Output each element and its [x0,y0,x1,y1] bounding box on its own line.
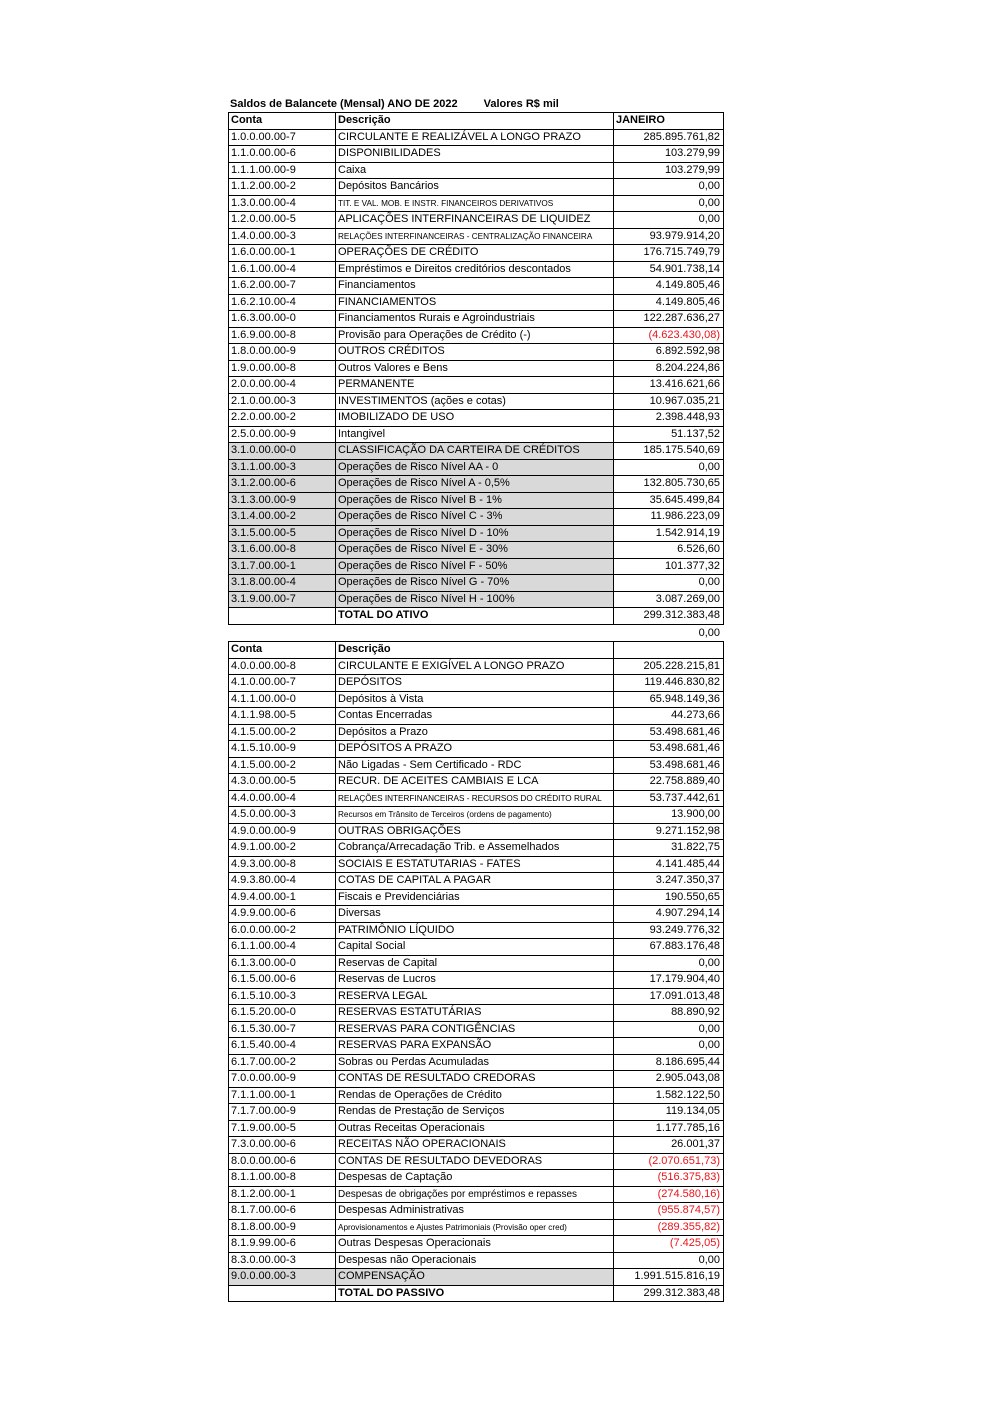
account-code: 3.1.5.00.00-5 [229,525,336,542]
account-code: 3.1.3.00.00-9 [229,492,336,509]
table-row [229,261,724,278]
table-row [229,741,724,758]
account-code: 1.6.0.00.00-1 [229,245,336,262]
account-description: IMOBILIZADO DE USO [336,410,614,427]
account-code: 1.9.0.00.00-8 [229,360,336,377]
account-value: 119.134,05 [614,1104,724,1121]
header-conta: Conta [229,113,336,130]
account-code: 6.1.5.40.00-4 [229,1038,336,1055]
table-row [229,1269,724,1286]
passivo-table [228,641,724,1302]
table-row [229,691,724,708]
account-code: 4.0.0.00.00-8 [229,658,336,675]
account-value: 0,00 [614,1038,724,1055]
account-code: 2.5.0.00.00-9 [229,426,336,443]
account-code: 8.1.2.00.00-1 [229,1186,336,1203]
account-description: CLASSIFICAÇÃO DA CARTEIRA DE CRÉDITOS [336,443,614,460]
account-value: 190.550,65 [614,889,724,906]
table-row [229,1021,724,1038]
account-description: Cobrança/Arrecadação Trib. e Assemelhados [336,840,614,857]
account-value: 0,00 [614,1021,724,1038]
ativo-total-label: TOTAL DO ATIVO [336,608,614,625]
account-description: Operações de Risco Nível H - 100% [336,591,614,608]
account-code: 1.3.0.00.00-4 [229,195,336,212]
account-value: 54.901.738,14 [614,261,724,278]
account-value: 176.715.749,79 [614,245,724,262]
table-row [229,757,724,774]
table-row [229,591,724,608]
table-row [229,1038,724,1055]
table-row [229,1203,724,1220]
account-code: 3.1.1.00.00-3 [229,459,336,476]
account-code: 6.1.7.00.00-2 [229,1054,336,1071]
account-description: DEPÓSITOS [336,675,614,692]
account-description: Rendas de Prestação de Serviços [336,1104,614,1121]
table-row [229,509,724,526]
table-row [229,129,724,146]
account-code: 1.2.0.00.00-5 [229,212,336,229]
account-value: 26.001,37 [614,1137,724,1154]
table-row [229,443,724,460]
account-value: 0,00 [614,955,724,972]
account-code: 3.1.6.00.00-8 [229,542,336,559]
table-row [229,988,724,1005]
account-code: 2.0.0.00.00-4 [229,377,336,394]
account-code: 4.9.4.00.00-1 [229,889,336,906]
table-row [229,1137,724,1154]
table-row [229,146,724,163]
account-description: DEPÓSITOS A PRAZO [336,741,614,758]
account-description: Recursos em Trânsito de Terceiros (ordens de pagamento) [336,807,614,824]
account-description: Outras Despesas Operacionais [336,1236,614,1253]
account-description: RESERVAS ESTATUTÁRIAS [336,1005,614,1022]
account-code: 1.8.0.00.00-9 [229,344,336,361]
table-row [229,476,724,493]
account-value: 35.645.499,84 [614,492,724,509]
account-description: FINANCIAMENTOS [336,294,614,311]
passivo-total-conta [229,1285,336,1302]
header-descricao: Descrição [336,113,614,130]
account-description: DISPONIBILIDADES [336,146,614,163]
account-description: OUTROS CRÉDITOS [336,344,614,361]
account-code: 1.6.2.10.00-4 [229,294,336,311]
account-code: 4.1.1.98.00-5 [229,708,336,725]
account-value: 101.377,32 [614,558,724,575]
table-row [229,162,724,179]
account-description: Provisão para Operações de Crédito (-) [336,327,614,344]
ativo-total-conta [229,608,336,625]
account-description: Operações de Risco Nível D - 10% [336,525,614,542]
account-value: 103.279,99 [614,146,724,163]
table-row [229,311,724,328]
table-row [229,922,724,939]
account-description: Capital Social [336,939,614,956]
table-row [229,245,724,262]
account-code: 2.1.0.00.00-3 [229,393,336,410]
account-value: 93.249.776,32 [614,922,724,939]
table-row [229,1153,724,1170]
account-code: 4.9.3.80.00-4 [229,873,336,890]
balancete-sheet [228,96,723,1302]
account-value: 9.271.152,98 [614,823,724,840]
table-row [229,492,724,509]
account-description: RESERVAS PARA EXPANSÃO [336,1038,614,1055]
account-description: Despesas Administrativas [336,1203,614,1220]
account-code: 1.4.0.00.00-3 [229,228,336,245]
table-row [229,708,724,725]
table-row [229,459,724,476]
account-description: Despesas de obrigações por empréstimos e repasses [336,1186,614,1203]
table-row [229,360,724,377]
table-row [229,426,724,443]
table-row [229,840,724,857]
account-code: 4.3.0.00.00-5 [229,774,336,791]
account-code: 4.1.0.00.00-7 [229,675,336,692]
table-row [229,790,724,807]
account-code: 4.9.0.00.00-9 [229,823,336,840]
account-description: Depósitos à Vista [336,691,614,708]
header-janeiro: JANEIRO [614,113,724,130]
account-code: 1.6.2.00.00-7 [229,278,336,295]
account-value: 6.892.592,98 [614,344,724,361]
table-row [229,542,724,559]
header-valor [614,642,724,659]
account-code: 9.0.0.00.00-3 [229,1269,336,1286]
account-value: (516.375,83) [614,1170,724,1187]
header-descricao: Descrição [336,642,614,659]
account-description: COMPENSAÇÃO [336,1269,614,1286]
account-description: PATRIMÔNIO LÍQUIDO [336,922,614,939]
account-value: 88.890,92 [614,1005,724,1022]
account-value: 122.287.636,27 [614,311,724,328]
account-code: 7.0.0.00.00-9 [229,1071,336,1088]
account-description: INVESTIMENTOS (ações e cotas) [336,393,614,410]
account-code: 6.1.1.00.00-4 [229,939,336,956]
table-row [229,856,724,873]
table-row [229,1170,724,1187]
account-value: (2.070.651,73) [614,1153,724,1170]
account-code: 4.1.5.00.00-2 [229,724,336,741]
table-row [229,939,724,956]
account-code: 6.1.5.20.00-0 [229,1005,336,1022]
account-description: Rendas de Operações de Crédito [336,1087,614,1104]
account-description: Diversas [336,906,614,923]
account-code: 6.1.3.00.00-0 [229,955,336,972]
table-row [229,1087,724,1104]
account-value: 119.446.830,82 [614,675,724,692]
table-row [229,1071,724,1088]
account-value: 3.087.269,00 [614,591,724,608]
table-row [229,278,724,295]
account-description: RESERVAS PARA CONTIGÊNCIAS [336,1021,614,1038]
table-row [229,212,724,229]
table-row [229,906,724,923]
table-row [229,558,724,575]
account-value: 1.582.122,50 [614,1087,724,1104]
report-title [228,96,723,112]
table-row [229,327,724,344]
account-code: 3.1.7.00.00-1 [229,558,336,575]
account-value: 13.900,00 [614,807,724,824]
account-code: 4.1.5.10.00-9 [229,741,336,758]
table-row [229,1219,724,1236]
account-description: RESERVA LEGAL [336,988,614,1005]
account-code: 4.9.1.00.00-2 [229,840,336,857]
account-code: 3.1.9.00.00-7 [229,591,336,608]
account-description: Caixa [336,162,614,179]
account-description: Operações de Risco Nível AA - 0 [336,459,614,476]
account-code: 7.1.9.00.00-5 [229,1120,336,1137]
account-description: Operações de Risco Nível A - 0,5% [336,476,614,493]
header-conta: Conta [229,642,336,659]
account-value: 8.204.224,86 [614,360,724,377]
account-description: Sobras ou Perdas Acumuladas [336,1054,614,1071]
account-value: 4.141.485,44 [614,856,724,873]
table-row [229,410,724,427]
account-description: CONTAS DE RESULTADO DEVEDORAS [336,1153,614,1170]
account-value: 132.805.730,65 [614,476,724,493]
account-value: 2.905.043,08 [614,1071,724,1088]
account-value: 0,00 [614,179,724,196]
table-row [229,1054,724,1071]
account-value: 3.247.350,37 [614,873,724,890]
account-description: Empréstimos e Direitos creditórios descontados [336,261,614,278]
account-description: Depósitos a Prazo [336,724,614,741]
account-value: (7.425,05) [614,1236,724,1253]
ativo-passivo-difference: 0,00 [698,626,720,639]
account-value: (274.580,16) [614,1186,724,1203]
account-value: 65.948.149,36 [614,691,724,708]
account-code: 6.1.5.30.00-7 [229,1021,336,1038]
account-description: Outras Receitas Operacionais [336,1120,614,1137]
account-value: 8.186.695,44 [614,1054,724,1071]
account-description: Fiscais e Previdenciárias [336,889,614,906]
account-description: PERMANENTE [336,377,614,394]
table-row [229,889,724,906]
table-row [229,377,724,394]
account-code: 3.1.0.00.00-0 [229,443,336,460]
account-value: 53.498.681,46 [614,741,724,758]
account-value: 1.991.515.816,19 [614,1269,724,1286]
account-code: 1.6.9.00.00-8 [229,327,336,344]
table-row [229,179,724,196]
account-value: 1.177.785,16 [614,1120,724,1137]
table-row [229,675,724,692]
account-description: Reservas de Lucros [336,972,614,989]
account-value: 0,00 [614,212,724,229]
account-code: 2.2.0.00.00-2 [229,410,336,427]
account-value: 0,00 [614,195,724,212]
account-code: 4.5.0.00.00-3 [229,807,336,824]
account-description: Aprovisionamentos e Ajustes Patrimoniais (Provisão oper cred) [336,1219,614,1236]
account-code: 4.9.3.00.00-8 [229,856,336,873]
account-value: 4.149.805,46 [614,278,724,295]
account-value: 67.883.176,48 [614,939,724,956]
account-code: 1.1.1.00.00-9 [229,162,336,179]
account-value: 4.907.294,14 [614,906,724,923]
account-value: 31.822,75 [614,840,724,857]
account-code: 6.1.5.10.00-3 [229,988,336,1005]
account-code: 8.1.8.00.00-9 [229,1219,336,1236]
account-value: 0,00 [614,575,724,592]
account-description: CONTAS DE RESULTADO CREDORAS [336,1071,614,1088]
account-code: 3.1.8.00.00-4 [229,575,336,592]
table-row [229,873,724,890]
account-description: COTAS DE CAPITAL A PAGAR [336,873,614,890]
passivo-header-row [229,642,724,659]
ativo-table [228,112,724,625]
account-value: 0,00 [614,1252,724,1269]
account-description: Financiamentos Rurais e Agroindustriais [336,311,614,328]
account-value: 53.737.442,61 [614,790,724,807]
account-value: 0,00 [614,459,724,476]
table-row [229,1252,724,1269]
account-code: 8.1.9.99.00-6 [229,1236,336,1253]
account-code: 7.1.7.00.00-9 [229,1104,336,1121]
account-value: 53.498.681,46 [614,724,724,741]
account-value: 103.279,99 [614,162,724,179]
account-description: Operações de Risco Nível B - 1% [336,492,614,509]
account-code: 6.0.0.00.00-2 [229,922,336,939]
account-description: Despesas não Operacionais [336,1252,614,1269]
table-row [229,525,724,542]
account-code: 8.1.7.00.00-6 [229,1203,336,1220]
table-row [229,774,724,791]
account-description: TIT. E VAL. MOB. E INSTR. FINANCEIROS DERIVATIVOS [336,195,614,212]
account-description: RELAÇÕES INTERFINANCEIRAS - CENTRALIZAÇÃO FINANCEIRA [336,228,614,245]
account-description: Depósitos Bancários [336,179,614,196]
table-row [229,344,724,361]
account-code: 3.1.4.00.00-2 [229,509,336,526]
account-description: OUTRAS OBRIGAÇÕES [336,823,614,840]
account-description: SOCIAIS E ESTATUTARIAS - FATES [336,856,614,873]
account-value: (289.355,82) [614,1219,724,1236]
table-row [229,575,724,592]
passivo-total-row [229,1285,724,1302]
table-row [229,807,724,824]
ativo-total-value: 299.312.383,48 [614,608,724,625]
account-value: (4.623.430,08) [614,327,724,344]
account-description: Não Ligadas - Sem Certificado - RDC [336,757,614,774]
account-description: APLICAÇÕES INTERFINANCEIRAS DE LIQUIDEZ [336,212,614,229]
table-row [229,1005,724,1022]
account-code: 1.1.2.00.00-2 [229,179,336,196]
account-value: 51.137,52 [614,426,724,443]
account-value: 205.228.215,81 [614,658,724,675]
account-value: 17.179.904,40 [614,972,724,989]
account-value: 44.273,66 [614,708,724,725]
account-code: 7.1.1.00.00-1 [229,1087,336,1104]
account-description: CIRCULANTE E EXIGÍVEL A LONGO PRAZO [336,658,614,675]
report-title-units: Valores R$ mil [483,98,559,110]
account-description: OPERAÇÕES DE CRÉDITO [336,245,614,262]
account-description: RELAÇÕES INTERFINANCEIRAS - RECURSOS DO CRÉDITO RURAL [336,790,614,807]
account-code: 1.0.0.00.00-7 [229,129,336,146]
table-row [229,1236,724,1253]
account-value: 11.986.223,09 [614,509,724,526]
account-description: Reservas de Capital [336,955,614,972]
account-code: 8.0.0.00.00-6 [229,1153,336,1170]
account-code: 6.1.5.00.00-6 [229,972,336,989]
account-code: 1.1.0.00.00-6 [229,146,336,163]
account-description: Operações de Risco Nível C - 3% [336,509,614,526]
ativo-header-row [229,113,724,130]
account-value: 53.498.681,46 [614,757,724,774]
account-value: 285.895.761,82 [614,129,724,146]
table-row [229,955,724,972]
account-value: 6.526,60 [614,542,724,559]
table-row [229,393,724,410]
account-code: 1.6.1.00.00-4 [229,261,336,278]
report-title-left: Saldos de Balancete (Mensal) ANO DE 2022 [230,98,458,110]
account-description: Operações de Risco Nível F - 50% [336,558,614,575]
account-code: 4.1.5.00.00-2 [229,757,336,774]
table-row [229,658,724,675]
account-value: 2.398.448,93 [614,410,724,427]
account-code: 8.3.0.00.00-3 [229,1252,336,1269]
account-description: Contas Encerradas [336,708,614,725]
account-description: RECEITAS NÃO OPERACIONAIS [336,1137,614,1154]
table-row [229,228,724,245]
account-description: RECUR. DE ACEITES CAMBIAIS E LCA [336,774,614,791]
table-row [229,1104,724,1121]
table-row [229,195,724,212]
account-code: 4.1.1.00.00-0 [229,691,336,708]
table-row [229,294,724,311]
account-value: 4.149.805,46 [614,294,724,311]
account-value: 13.416.621,66 [614,377,724,394]
account-code: 1.6.3.00.00-0 [229,311,336,328]
account-code: 7.3.0.00.00-6 [229,1137,336,1154]
account-code: 4.9.9.00.00-6 [229,906,336,923]
account-code: 4.4.0.00.00-4 [229,790,336,807]
account-description: Operações de Risco Nível G - 70% [336,575,614,592]
account-code: 3.1.2.00.00-6 [229,476,336,493]
table-row [229,724,724,741]
account-description: CIRCULANTE E REALIZÁVEL A LONGO PRAZO [336,129,614,146]
passivo-total-value: 299.312.383,48 [614,1285,724,1302]
table-row [229,1186,724,1203]
account-value: 93.979.914,20 [614,228,724,245]
account-value: 17.091.013,48 [614,988,724,1005]
account-value: 10.967.035,21 [614,393,724,410]
account-value: 1.542.914,19 [614,525,724,542]
account-value: 185.175.540,69 [614,443,724,460]
account-description: Outros Valores e Bens [336,360,614,377]
table-row [229,972,724,989]
account-description: Financiamentos [336,278,614,295]
table-row [229,823,724,840]
account-description: Operações de Risco Nível E - 30% [336,542,614,559]
table-row [229,1120,724,1137]
ativo-total-row [229,608,724,625]
account-value: (955.874,57) [614,1203,724,1220]
account-value: 22.758.889,40 [614,774,724,791]
passivo-total-label: TOTAL DO PASSIVO [336,1285,614,1302]
account-code: 8.1.1.00.00-8 [229,1170,336,1187]
account-description: Intangivel [336,426,614,443]
account-description: Despesas de Captação [336,1170,614,1187]
